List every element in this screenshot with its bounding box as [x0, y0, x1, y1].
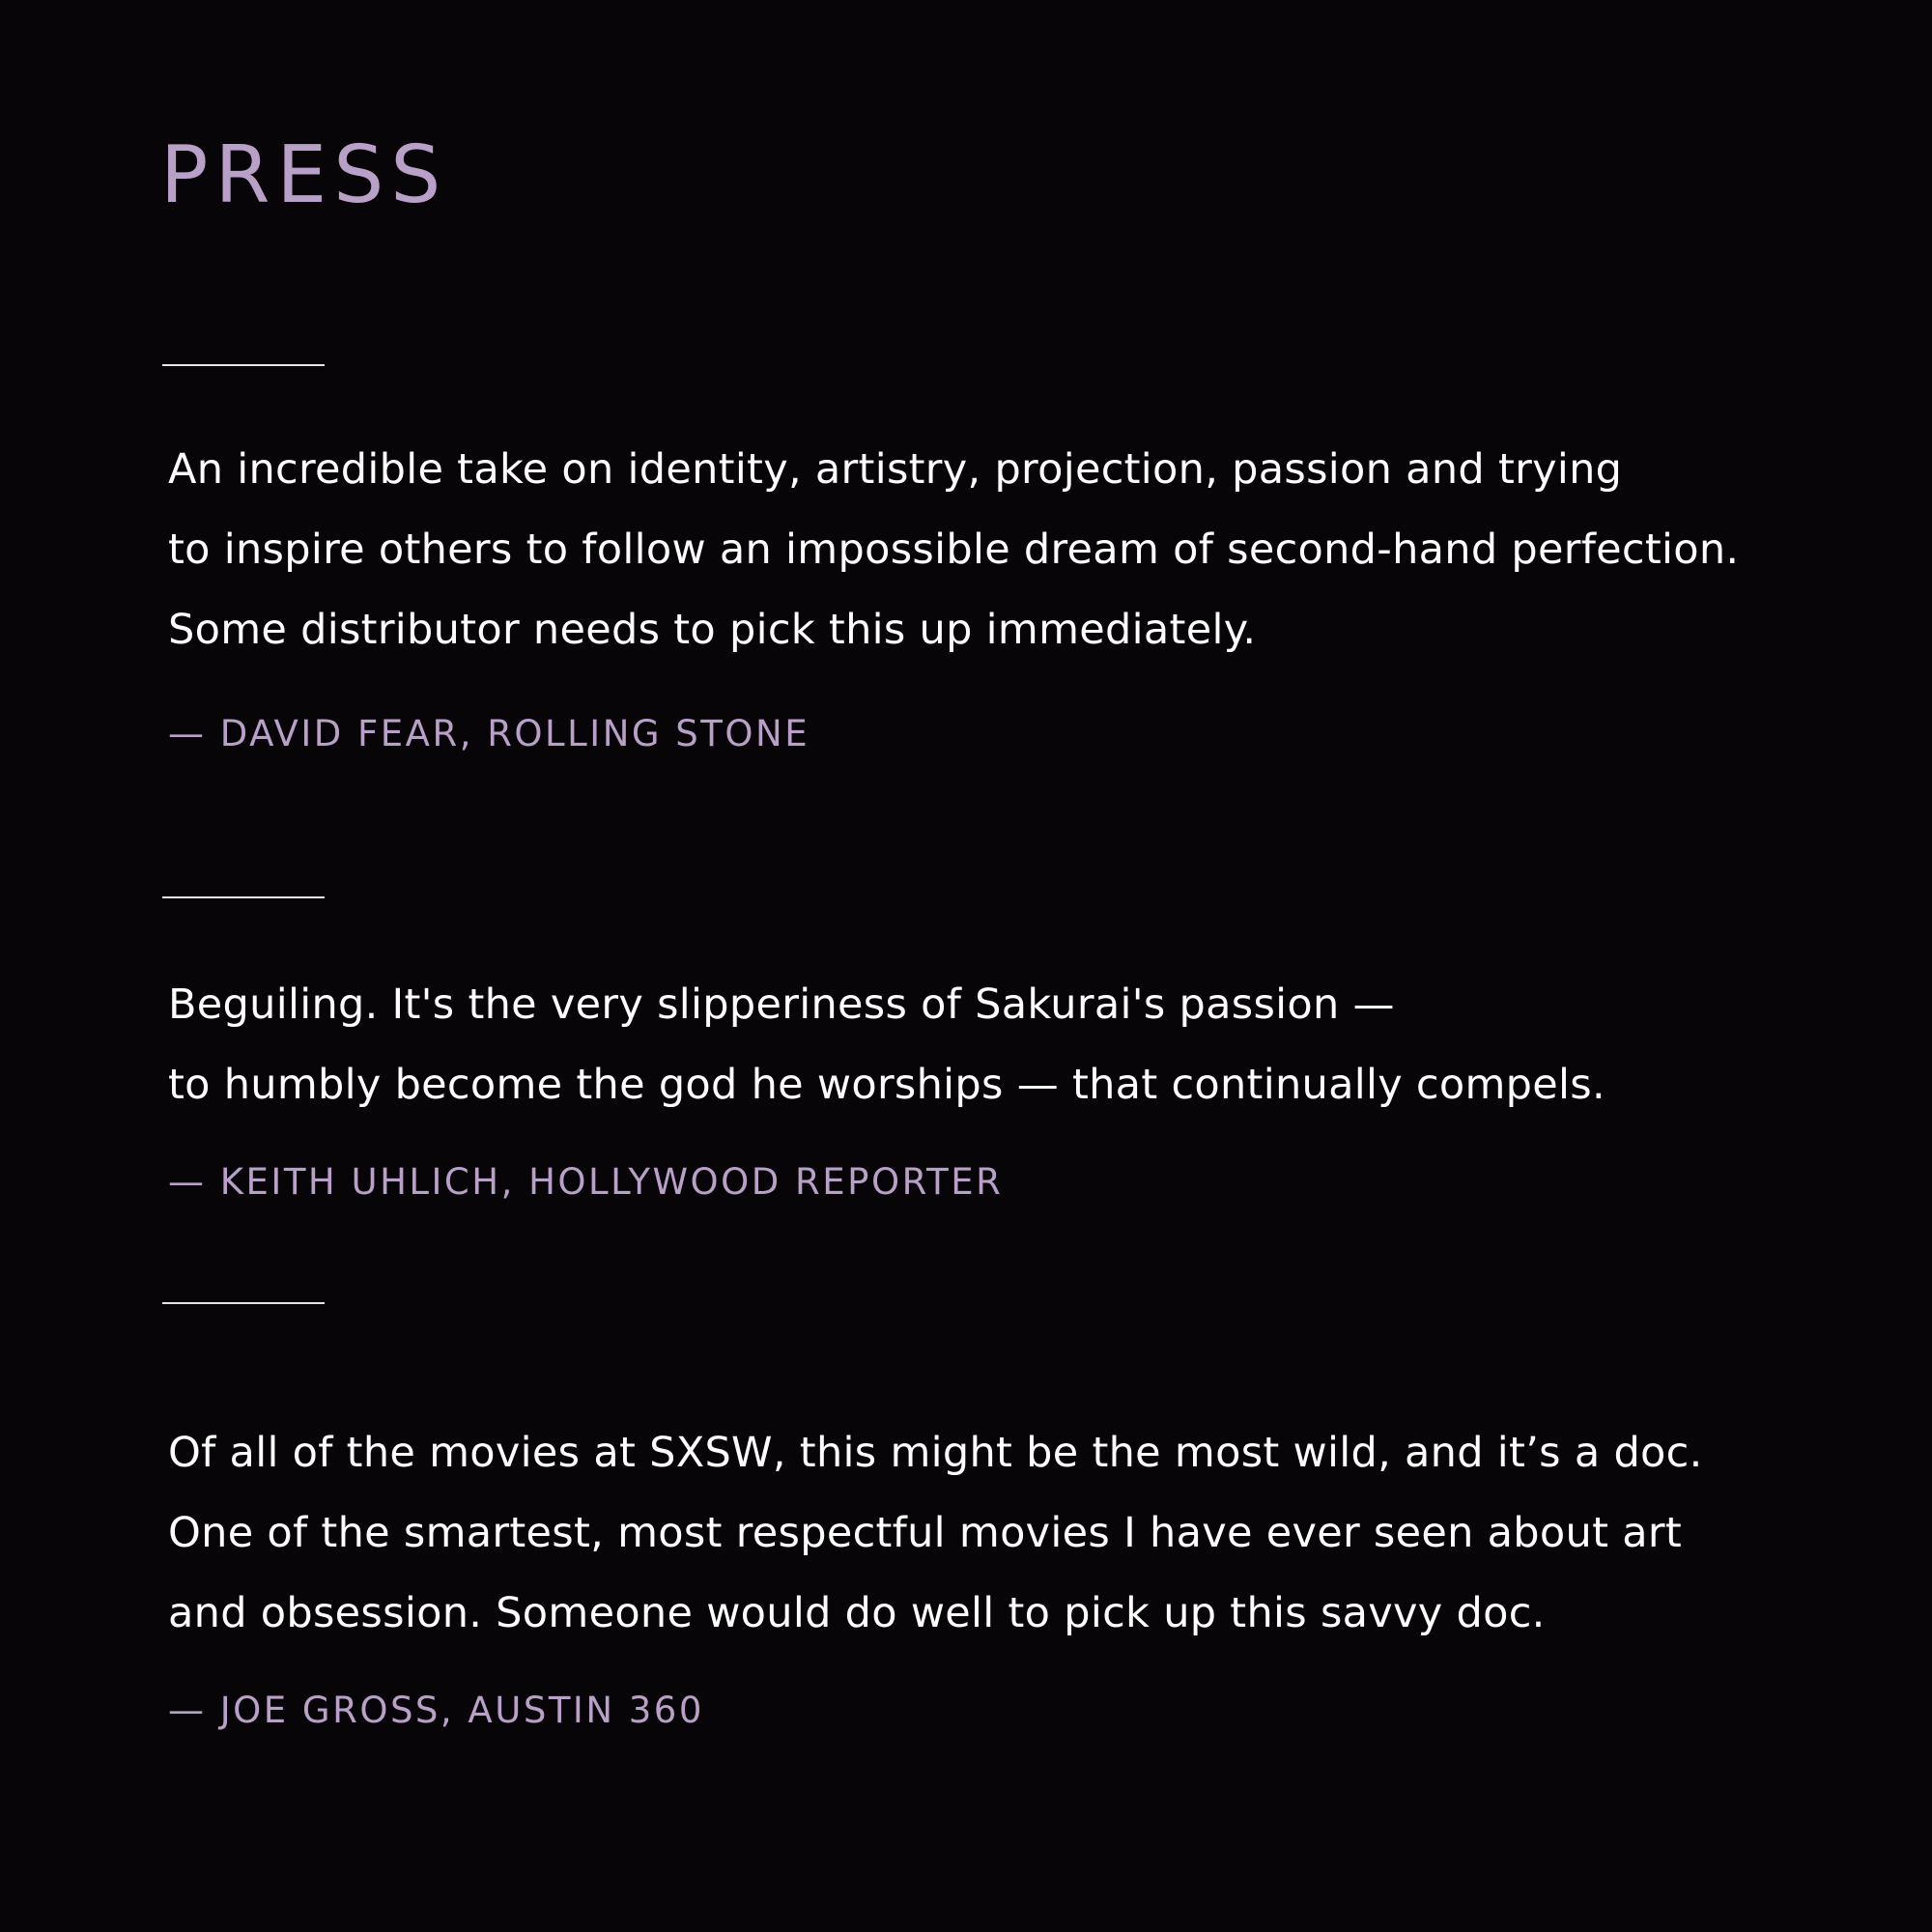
- quote-line: One of the smartest, most respectful movies I have ever seen about art: [168, 1509, 1682, 1557]
- quote-line: to inspire others to follow an impossible dream of second-hand perfection.: [168, 526, 1740, 574]
- quote-line: Beguiling. It's the very slipperiness of Sakurai's passion —: [168, 980, 1395, 1029]
- press-quote: [168, 1413, 1703, 1654]
- quote-line: and obsession. Someone would do well to pick up this savvy doc.: [168, 1589, 1546, 1637]
- quote-divider: [162, 896, 325, 898]
- quote-line: Of all of the movies at SXSW, this might be the most wild, and it’s a doc.: [168, 1429, 1703, 1477]
- press-quote: [168, 965, 1605, 1125]
- quote-divider: [162, 364, 325, 366]
- quote-divider: [162, 1302, 325, 1304]
- page-title: PRESS: [160, 129, 448, 221]
- quote-line: An incredible take on identity, artistry, projection, passion and trying: [168, 445, 1623, 494]
- quote-line: Some distributor needs to pick this up immediately.: [168, 606, 1257, 654]
- quote-source: — JOE GROSS, AUSTIN 360: [168, 1690, 704, 1731]
- quote-line: to humbly become the god he worships — that continually compels.: [168, 1061, 1605, 1109]
- quote-source: — DAVID FEAR, ROLLING STONE: [168, 713, 810, 754]
- press-quote: [168, 430, 1739, 670]
- quote-source: — KEITH UHLICH, HOLLYWOOD REPORTER: [168, 1161, 1004, 1203]
